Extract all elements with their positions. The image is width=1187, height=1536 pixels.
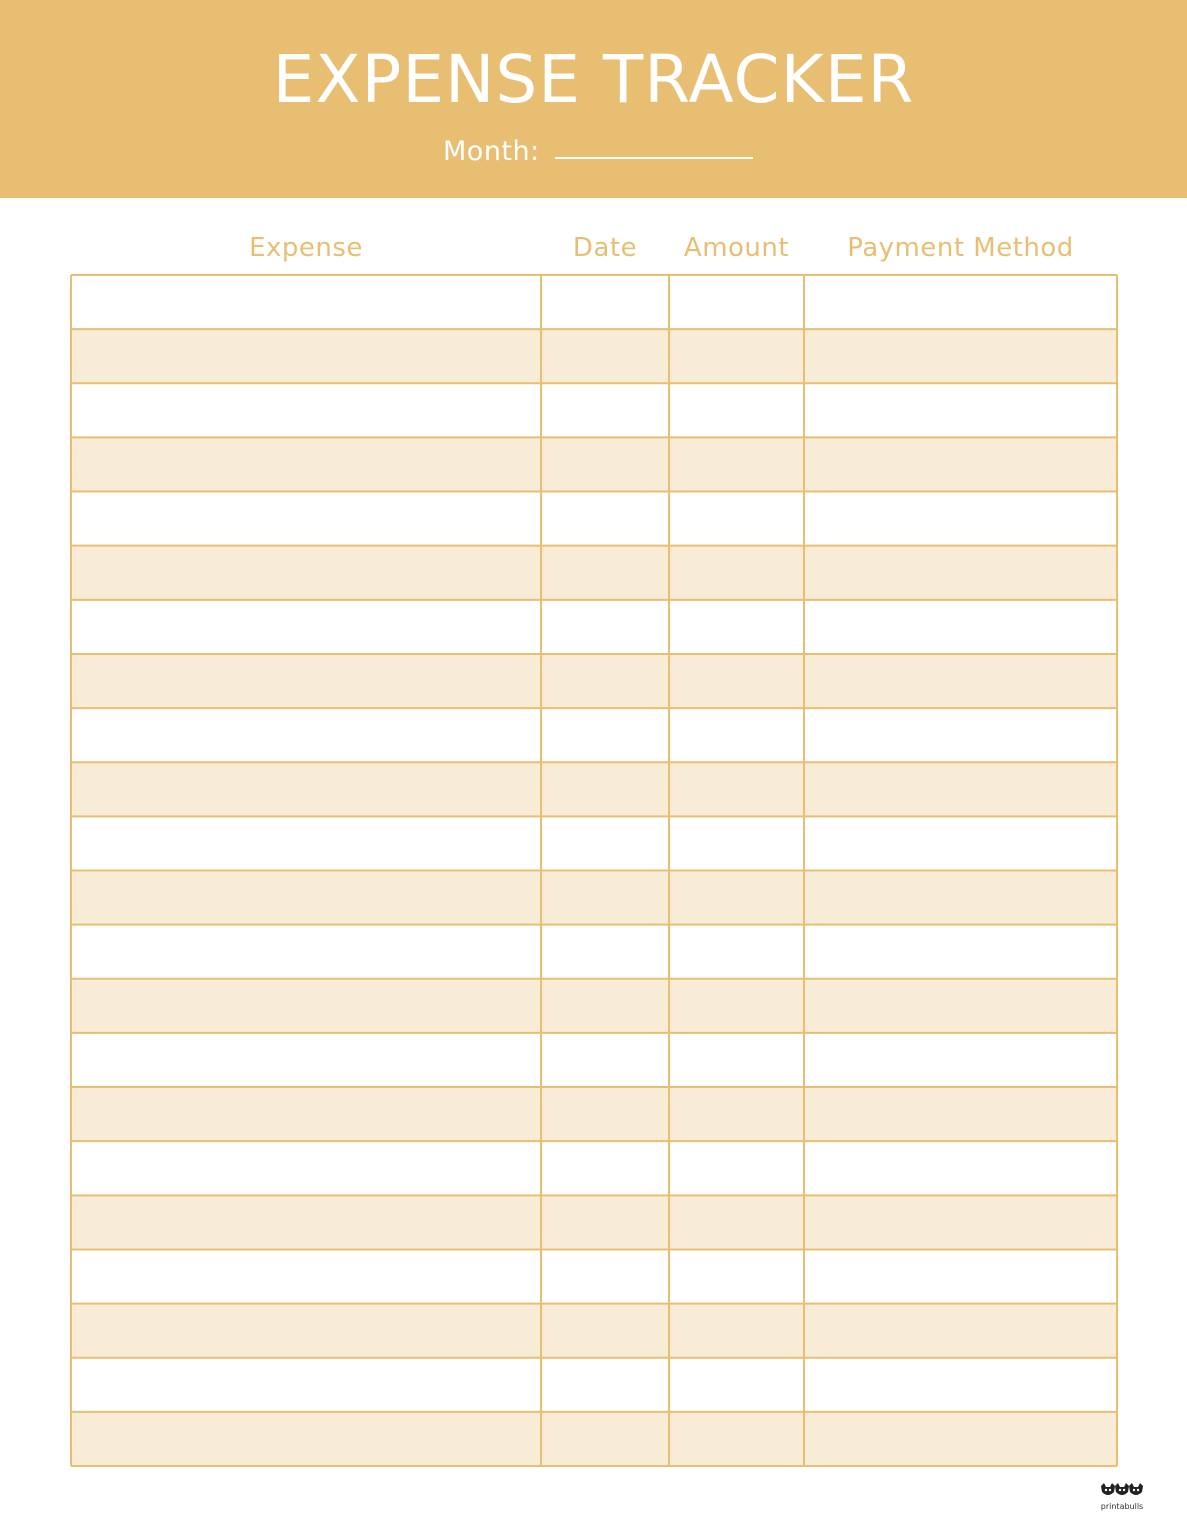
page-title: EXPENSE TRACKER bbox=[272, 41, 915, 118]
table-row[interactable] bbox=[71, 1304, 1117, 1358]
table-row[interactable] bbox=[71, 275, 1117, 329]
column-header-amount: Amount bbox=[683, 233, 790, 263]
table-row[interactable] bbox=[71, 492, 1117, 546]
table-row[interactable] bbox=[71, 979, 1117, 1033]
table-row[interactable] bbox=[71, 1195, 1117, 1249]
column-header-date: Date bbox=[572, 233, 638, 263]
table-row[interactable] bbox=[71, 1033, 1117, 1087]
bulldog-icon bbox=[1093, 1482, 1151, 1502]
table-row[interactable] bbox=[71, 1412, 1117, 1466]
column-header-payment-method: Payment Method bbox=[847, 233, 1074, 263]
table-row[interactable] bbox=[71, 708, 1117, 762]
table-row[interactable] bbox=[71, 383, 1117, 437]
table-row[interactable] bbox=[71, 1141, 1117, 1195]
table-row[interactable] bbox=[71, 329, 1117, 383]
month-label: Month: bbox=[443, 136, 540, 167]
table-row[interactable] bbox=[71, 1249, 1117, 1303]
expense-table bbox=[70, 274, 1118, 1467]
table-row[interactable] bbox=[71, 546, 1117, 600]
month-input-line[interactable] bbox=[555, 157, 753, 159]
logo-text: printabulls bbox=[1100, 1502, 1144, 1511]
table-row[interactable] bbox=[71, 762, 1117, 816]
column-header-expense: Expense bbox=[249, 233, 363, 263]
table-row[interactable] bbox=[71, 654, 1117, 708]
table-row[interactable] bbox=[71, 1358, 1117, 1412]
table-row[interactable] bbox=[71, 437, 1117, 491]
month-row bbox=[443, 134, 540, 170]
printabulls-logo bbox=[1093, 1482, 1151, 1516]
table-row[interactable] bbox=[71, 1087, 1117, 1141]
expense-table-grid bbox=[70, 274, 1118, 1467]
table-row[interactable] bbox=[71, 816, 1117, 870]
table-row[interactable] bbox=[71, 871, 1117, 925]
table-row[interactable] bbox=[71, 925, 1117, 979]
table-row[interactable] bbox=[71, 600, 1117, 654]
